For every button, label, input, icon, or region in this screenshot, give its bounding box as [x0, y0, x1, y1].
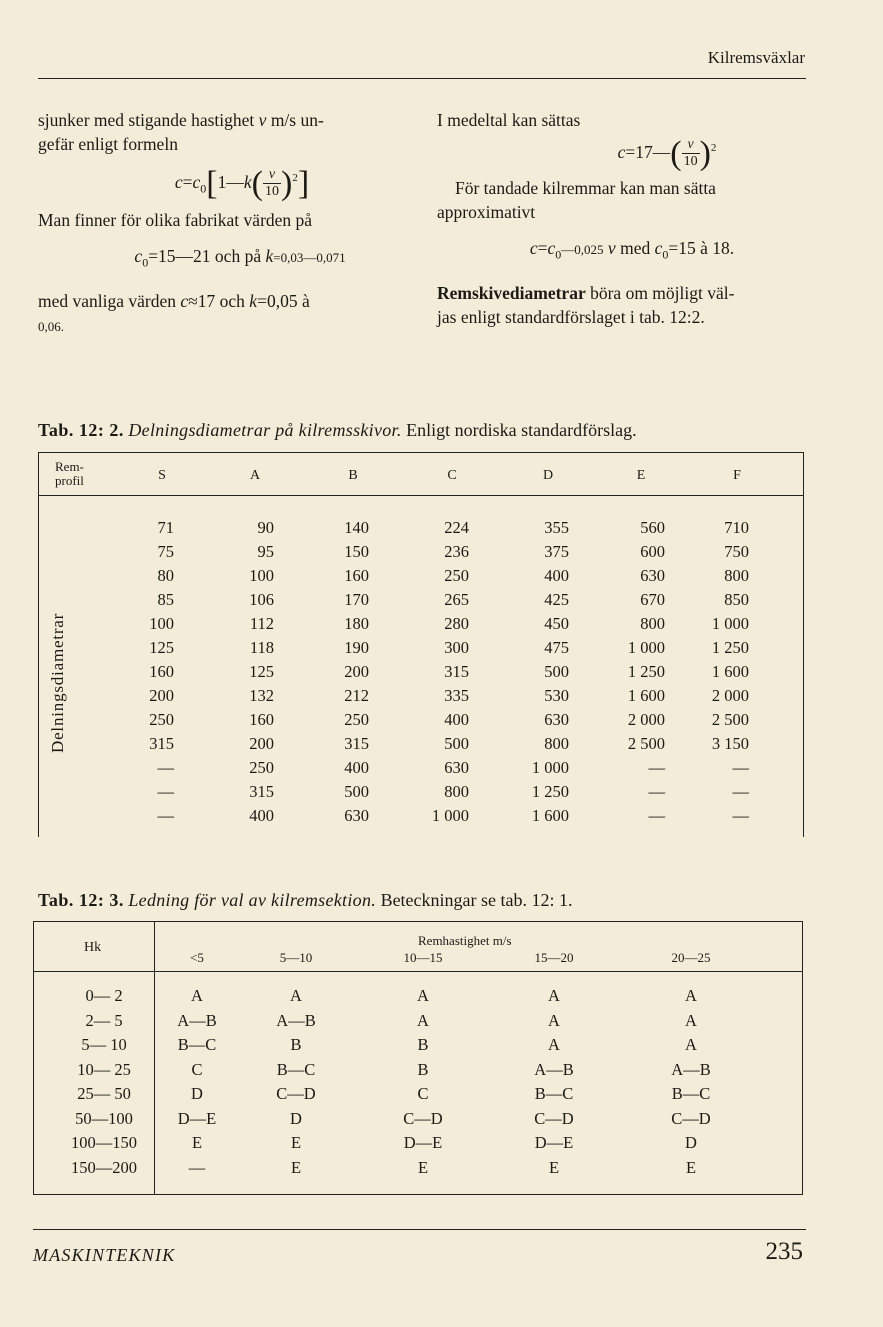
vertical-label: Delningsdiametrar [48, 612, 67, 753]
table-cell: 400 [444, 710, 469, 729]
column-header: F [733, 468, 741, 483]
table-cell: 180 [344, 614, 369, 633]
table-cell: C—D [534, 1108, 574, 1128]
table-row [39, 542, 803, 566]
hk-cell: 0— 2 [85, 986, 123, 1005]
table-cell: D—E [177, 1108, 217, 1128]
table-cell: C—D [276, 1084, 316, 1103]
table-cell: C—D [403, 1108, 443, 1128]
left-para-2: Man finner för olika fabrikat värden på [38, 210, 313, 231]
table-cell: 600 [640, 542, 665, 561]
table3 [33, 921, 803, 1195]
table-cell: 125 [149, 638, 174, 657]
table-cell: B—C [534, 1084, 574, 1103]
table-cell: 200 [149, 686, 174, 705]
table-cell: 150 [344, 542, 369, 561]
table-cell: A [685, 1010, 697, 1030]
table2-caption: Tab. 12: 2. Delningsdiametrar på kilremsskivor. Enligt nordiska standardförslag. [38, 420, 637, 440]
speed-column-header: 15—20 [534, 950, 574, 965]
table-cell: 160 [344, 566, 369, 585]
table-cell: 80 [157, 566, 174, 585]
table-cell: A [548, 1035, 560, 1054]
table-cell: 280 [444, 614, 469, 633]
table-cell: B—C [671, 1084, 711, 1103]
left-para-3: med vanliga värden c≈17 och k=0,05 à 0,06. [38, 290, 310, 334]
table-cell: B [417, 1059, 429, 1079]
table-cell: 95 [257, 542, 274, 561]
table-cell: — [732, 782, 749, 801]
table-cell: D—E [403, 1133, 443, 1152]
column-header: E [636, 468, 646, 483]
table-cell: 315 [149, 734, 174, 753]
table-cell: 630 [640, 566, 665, 585]
hk-cell: 25— 50 [77, 1084, 131, 1103]
table-cell: A [290, 986, 302, 1005]
table-row [34, 1109, 802, 1133]
table-cell: 250 [249, 758, 274, 777]
table-cell: — [157, 782, 174, 801]
journal-name: MASKINTEKNIK [33, 1245, 176, 1265]
table-cell: 140 [344, 518, 369, 537]
table-cell: 190 [344, 638, 369, 657]
table-cell: 1 250 [531, 782, 569, 801]
table-cell: 224 [444, 518, 469, 537]
table-cell: B—C [177, 1035, 217, 1054]
table-cell: 200 [344, 662, 369, 681]
table-cell: 1 000 [711, 614, 749, 633]
table-cell: D [191, 1084, 203, 1103]
table-cell: 265 [444, 590, 469, 609]
table-cell: 630 [444, 758, 469, 777]
table-cell: 315 [249, 782, 274, 801]
hk-cell: 50—100 [75, 1108, 133, 1128]
speed-label: Remhastighet m/s [418, 933, 512, 948]
table-cell: 710 [724, 518, 749, 537]
table-cell: 1 600 [627, 686, 665, 705]
column-header: D [542, 468, 554, 483]
table-cell: 400 [249, 806, 274, 825]
table-cell: B [290, 1035, 302, 1054]
table-cell: A [685, 1035, 697, 1054]
speed-column-header: 10—15 [403, 950, 443, 965]
table-cell: A—B [671, 1059, 711, 1079]
table-cell: A [548, 1010, 560, 1030]
table-cell: 200 [249, 734, 274, 753]
table-cell: 170 [344, 590, 369, 609]
right-formula-1: c=17—( $\frac{v}{10}$ )$^2$ [617, 134, 717, 172]
table-cell: 400 [344, 758, 369, 777]
table-row [34, 1060, 802, 1084]
left-formula-2: $c_0=15—21$ och på k=0,03—0,071 [134, 246, 346, 270]
table-cell: 250 [149, 710, 174, 729]
table-cell: 1 250 [711, 638, 749, 657]
table-cell: 425 [544, 590, 569, 609]
table-cell: 630 [544, 710, 569, 729]
footer-rule [33, 1229, 806, 1230]
table2 [38, 452, 804, 837]
profile-label: Rem- profil [55, 459, 84, 488]
table-cell: E [685, 1157, 697, 1177]
column-header: B [348, 468, 358, 483]
table-cell: 375 [544, 542, 569, 561]
table-cell: 670 [640, 590, 665, 609]
table-cell: E [290, 1157, 302, 1177]
column-header: C [447, 468, 457, 483]
table-row [39, 686, 803, 710]
table-row [39, 782, 803, 806]
table-cell: 800 [444, 782, 469, 801]
table-cell: E [290, 1133, 302, 1152]
table-cell: 1 250 [627, 662, 665, 681]
speed-column-header: <5 [190, 950, 204, 965]
hk-cell: 5— 10 [81, 1035, 127, 1054]
right-formula-2: $c=c_0—0,025$ v med $c_0=15$ à 18. [529, 238, 735, 262]
table-cell: 106 [249, 590, 274, 609]
table-cell: 500 [444, 734, 469, 753]
table-cell: 71 [157, 518, 174, 537]
table-cell: 250 [444, 566, 469, 585]
table-cell: 2 000 [711, 686, 749, 705]
table-row [39, 806, 803, 830]
table-cell: 2 500 [711, 710, 749, 729]
table-cell: — [648, 806, 665, 825]
table-row [39, 758, 803, 782]
left-para-1: sjunker med stigande hastighet v m/s un- gefär enligt formeln [38, 110, 324, 154]
hk-cell: 100—150 [71, 1133, 137, 1152]
table-cell: 800 [640, 614, 665, 633]
table-cell: 2 500 [627, 734, 665, 753]
table-cell: 1 000 [431, 806, 469, 825]
table-cell: — [648, 758, 665, 777]
table-cell: 112 [249, 614, 274, 633]
table-cell: 118 [249, 638, 274, 657]
table-cell: 132 [249, 686, 274, 705]
hk-label: Hk [84, 940, 102, 955]
header-rule [38, 78, 806, 79]
left-column [38, 108, 418, 339]
table-cell: 85 [157, 590, 174, 609]
table-row [39, 710, 803, 734]
table-cell: 1 600 [711, 662, 749, 681]
page-number: 235 [765, 1238, 803, 1265]
table-cell: — [188, 1157, 206, 1177]
table-cell: — [732, 758, 749, 777]
table-cell: E [191, 1133, 203, 1152]
table-cell: 400 [544, 566, 569, 585]
table-cell: D [290, 1108, 302, 1128]
table-cell: A—B [177, 1010, 217, 1030]
table-row [34, 1133, 802, 1157]
table-cell: E [548, 1157, 560, 1177]
table-cell: 3 150 [711, 734, 749, 753]
table-cell: 450 [544, 614, 569, 633]
table-cell: 850 [724, 590, 749, 609]
table-cell: A [548, 986, 560, 1005]
table-cell: 1 000 [627, 638, 665, 657]
table-row [39, 638, 803, 662]
table-cell: 530 [544, 686, 569, 705]
table-cell: A—B [534, 1059, 574, 1079]
table-row [34, 1084, 802, 1108]
table-cell: 800 [544, 734, 569, 753]
speed-column-header: 20—25 [671, 950, 711, 965]
table-cell: 75 [157, 542, 174, 561]
running-title: Kilremsväxlar [707, 48, 805, 67]
speed-column-header: 5—10 [279, 950, 313, 965]
table-cell: 236 [444, 542, 469, 561]
table-row [34, 1158, 802, 1182]
table-row [34, 1035, 802, 1059]
table-cell: — [157, 806, 174, 825]
table-cell: A [417, 986, 429, 1005]
table-cell: 250 [344, 710, 369, 729]
hk-cell: 2— 5 [85, 1010, 123, 1030]
table-row [39, 734, 803, 758]
table-cell: 100 [249, 566, 274, 585]
table-cell: A—B [276, 1010, 316, 1030]
table-cell: 475 [544, 638, 569, 657]
table-cell: 560 [640, 518, 665, 537]
table-cell: A [191, 986, 203, 1005]
table-cell: 1 000 [531, 758, 569, 777]
table-cell: 2 000 [627, 710, 665, 729]
table-row [39, 614, 803, 638]
right-para-1: I medeltal kan sättas [437, 110, 581, 130]
table-cell: D [685, 1133, 697, 1152]
table-cell: C [191, 1059, 203, 1079]
column-header: A [249, 468, 261, 483]
table-cell: A [417, 1010, 429, 1030]
table-cell: B—C [276, 1059, 316, 1079]
table-row [39, 590, 803, 614]
table-cell: 1 600 [531, 806, 569, 825]
hk-cell: 10— 25 [77, 1059, 131, 1079]
table-cell: 335 [444, 686, 469, 705]
table-row [34, 986, 802, 1010]
table2-header-rule [39, 495, 803, 496]
table-cell: 212 [344, 686, 369, 705]
hk-cell: 150—200 [71, 1157, 137, 1177]
table-cell: 315 [444, 662, 469, 681]
table-row [39, 662, 803, 686]
table-cell: C [417, 1084, 429, 1103]
column-header: S [158, 468, 166, 483]
table-cell: 160 [149, 662, 174, 681]
table3-caption: Tab. 12: 3. Ledning för val av kilremsektion. Beteckningar se tab. 12: 1. [38, 890, 573, 910]
right-para-2: För tandade kilremmar kan man sätta approximativt [437, 178, 716, 223]
table-cell: 160 [249, 710, 274, 729]
table-cell: 125 [249, 662, 274, 681]
right-para-3: Remskivediametrar böra om möjligt väl- jas enligt standardförslaget i tab. 12:2. [437, 282, 735, 327]
table-cell: A [685, 986, 697, 1005]
table-cell: C—D [671, 1108, 711, 1128]
table-cell: — [157, 758, 174, 777]
table-cell: 100 [149, 614, 174, 633]
table-cell: — [732, 806, 749, 825]
table-cell: 300 [444, 638, 469, 657]
table-cell: 500 [344, 782, 369, 801]
fraction-v-over-10: $\frac{v}{10}$ [264, 167, 279, 200]
table-cell: D—E [534, 1133, 574, 1152]
table-row [34, 1011, 802, 1035]
table-cell: B [417, 1035, 429, 1054]
table-cell: 630 [344, 806, 369, 825]
table-cell: E [417, 1157, 429, 1177]
table-row [39, 566, 803, 590]
table-cell: 355 [544, 518, 569, 537]
table-row [39, 518, 803, 542]
right-column [437, 108, 807, 329]
table-cell: 800 [724, 566, 749, 585]
table-cell: 500 [544, 662, 569, 681]
table-cell: — [648, 782, 665, 801]
fraction-v-over-10: $\frac{v}{10}$ [683, 137, 698, 170]
table-cell: 315 [344, 734, 369, 753]
table-cell: 750 [724, 542, 749, 561]
table3-header-rule [34, 971, 802, 972]
left-formula-1: $c=c_0[1—k$( $\frac{v}{10}$ )$^2$] [174, 164, 310, 202]
table-cell: 90 [257, 518, 274, 537]
